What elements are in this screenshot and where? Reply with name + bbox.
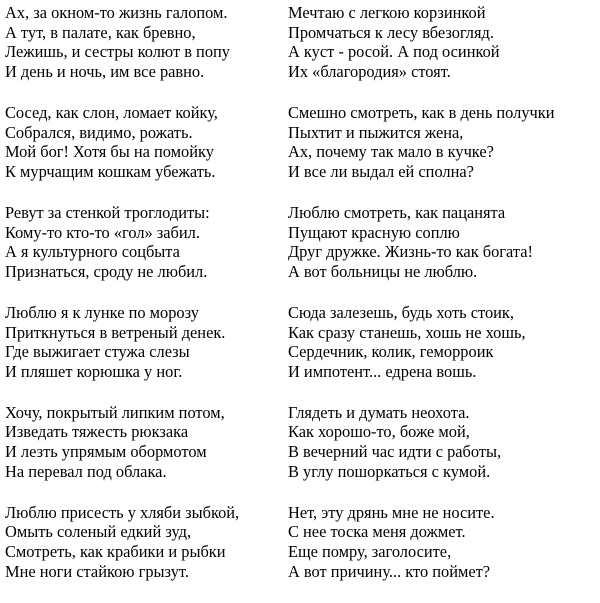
stanza: [5, 503, 285, 582]
verse-line: С нее тоска меня дожмет.: [288, 522, 466, 542]
verse-line: Нет, эту дрянь мне не носите.: [288, 502, 495, 522]
verse-line: Лежишь, и сестры колют в попу: [5, 42, 230, 62]
verse-line: Омыть соленый едкий зуд,: [5, 522, 192, 542]
verse-line: Хочу, покрытый липким потом,: [5, 402, 225, 422]
stanza: [5, 103, 285, 182]
verse-line: Ах, за окном-то жизнь галопом.: [5, 3, 228, 22]
verse-line: К мурчащим кошкам убежать.: [5, 162, 216, 181]
verse-line: Промчаться к лесу вбезогляд.: [288, 22, 494, 42]
verse-line: На перевал под облака.: [5, 461, 167, 481]
verse-line: В углу пошоркаться с кумой.: [288, 461, 491, 481]
verse-line: Пыхтит и пыжится жена,: [288, 122, 464, 142]
verse-line: Ревут за стенкой троглодиты:: [5, 202, 210, 222]
verse-line: Собрался, видимо, рожать.: [5, 122, 193, 142]
verse-line: И день и ночь, им все равно.: [5, 62, 205, 82]
verse-line: Признаться, сроду не любил.: [5, 261, 208, 281]
verse-line: А куст - росой. А под осинкой: [288, 42, 500, 62]
verse-line: Сосед, как слон, ломает койку,: [5, 102, 218, 122]
verse-line: Изведать тяжесть рюкзака: [5, 422, 189, 442]
verse-line: А тут, в палате, как бревно,: [5, 22, 196, 42]
verse-line: Ах, почему так мало в кучке?: [288, 142, 494, 162]
verse-line: А вот причину... кто поймет?: [288, 561, 491, 581]
stanza: [288, 203, 598, 282]
verse-line: И импотент... едрена вошь.: [288, 361, 477, 381]
stanza: [288, 503, 598, 582]
verse-line: Глядеть и думать неохота.: [288, 402, 470, 422]
verse-line: Смешно смотреть, как в день получки: [288, 102, 555, 122]
verse-line: Еще помру, заголосите,: [288, 542, 452, 562]
verse-line: Мой бог! Хотя бы на помойку: [5, 142, 214, 162]
verse-line: Приткнуться в ветреный денек.: [5, 322, 226, 342]
poem-column-right: [288, 3, 598, 603]
verse-line: Мечтаю с легкою корзинкой: [288, 3, 486, 22]
verse-line: И пляшет корюшка у ног.: [5, 361, 183, 381]
verse-line: Сюда залезешь, будь хоть стоик,: [288, 302, 514, 322]
verse-line: Друг дружке. Жизнь-то как богата!: [288, 242, 533, 262]
verse-line: И лезть упрямым обормотом: [5, 442, 207, 462]
verse-line: Как хорошо-то, боже мой,: [288, 422, 470, 442]
stanza: [5, 3, 285, 82]
verse-line: В вечерний час идти с работы,: [288, 442, 502, 462]
verse-line: Сердечник, колик, геморроик: [288, 342, 494, 362]
verse-line: А вот больницы не люблю.: [288, 261, 478, 281]
verse-line: А я культурного соцбыта: [5, 242, 180, 262]
verse-line: Люблю присесть у хляби зыбкой,: [5, 502, 240, 522]
stanza: [288, 403, 598, 482]
verse-line: Кому-то кто-то «гол» забил.: [5, 222, 200, 242]
stanza: [288, 303, 598, 382]
verse-line: Люблю смотреть, как пацанята: [288, 202, 506, 222]
verse-line: Пущают красную соплю: [288, 222, 460, 242]
verse-line: И все ли выдал ей сполна?: [288, 162, 474, 181]
verse-line: Где выжигает стужа слезы: [5, 342, 190, 362]
stanza: [288, 103, 598, 182]
verse-line: Мне ноги стайкою грызут.: [5, 561, 189, 581]
stanza: [5, 403, 285, 482]
verse-line: Их «благородия» стоят.: [288, 62, 451, 82]
stanza: [288, 3, 598, 82]
poem-column-left: [5, 3, 285, 603]
stanza: [5, 203, 285, 282]
verse-line: Как сразу станешь, хошь не хошь,: [288, 322, 526, 342]
verse-line: Смотреть, как крабики и рыбки: [5, 542, 226, 562]
stanza: [5, 303, 285, 382]
verse-line: Люблю я к лунке по морозу: [5, 302, 199, 322]
